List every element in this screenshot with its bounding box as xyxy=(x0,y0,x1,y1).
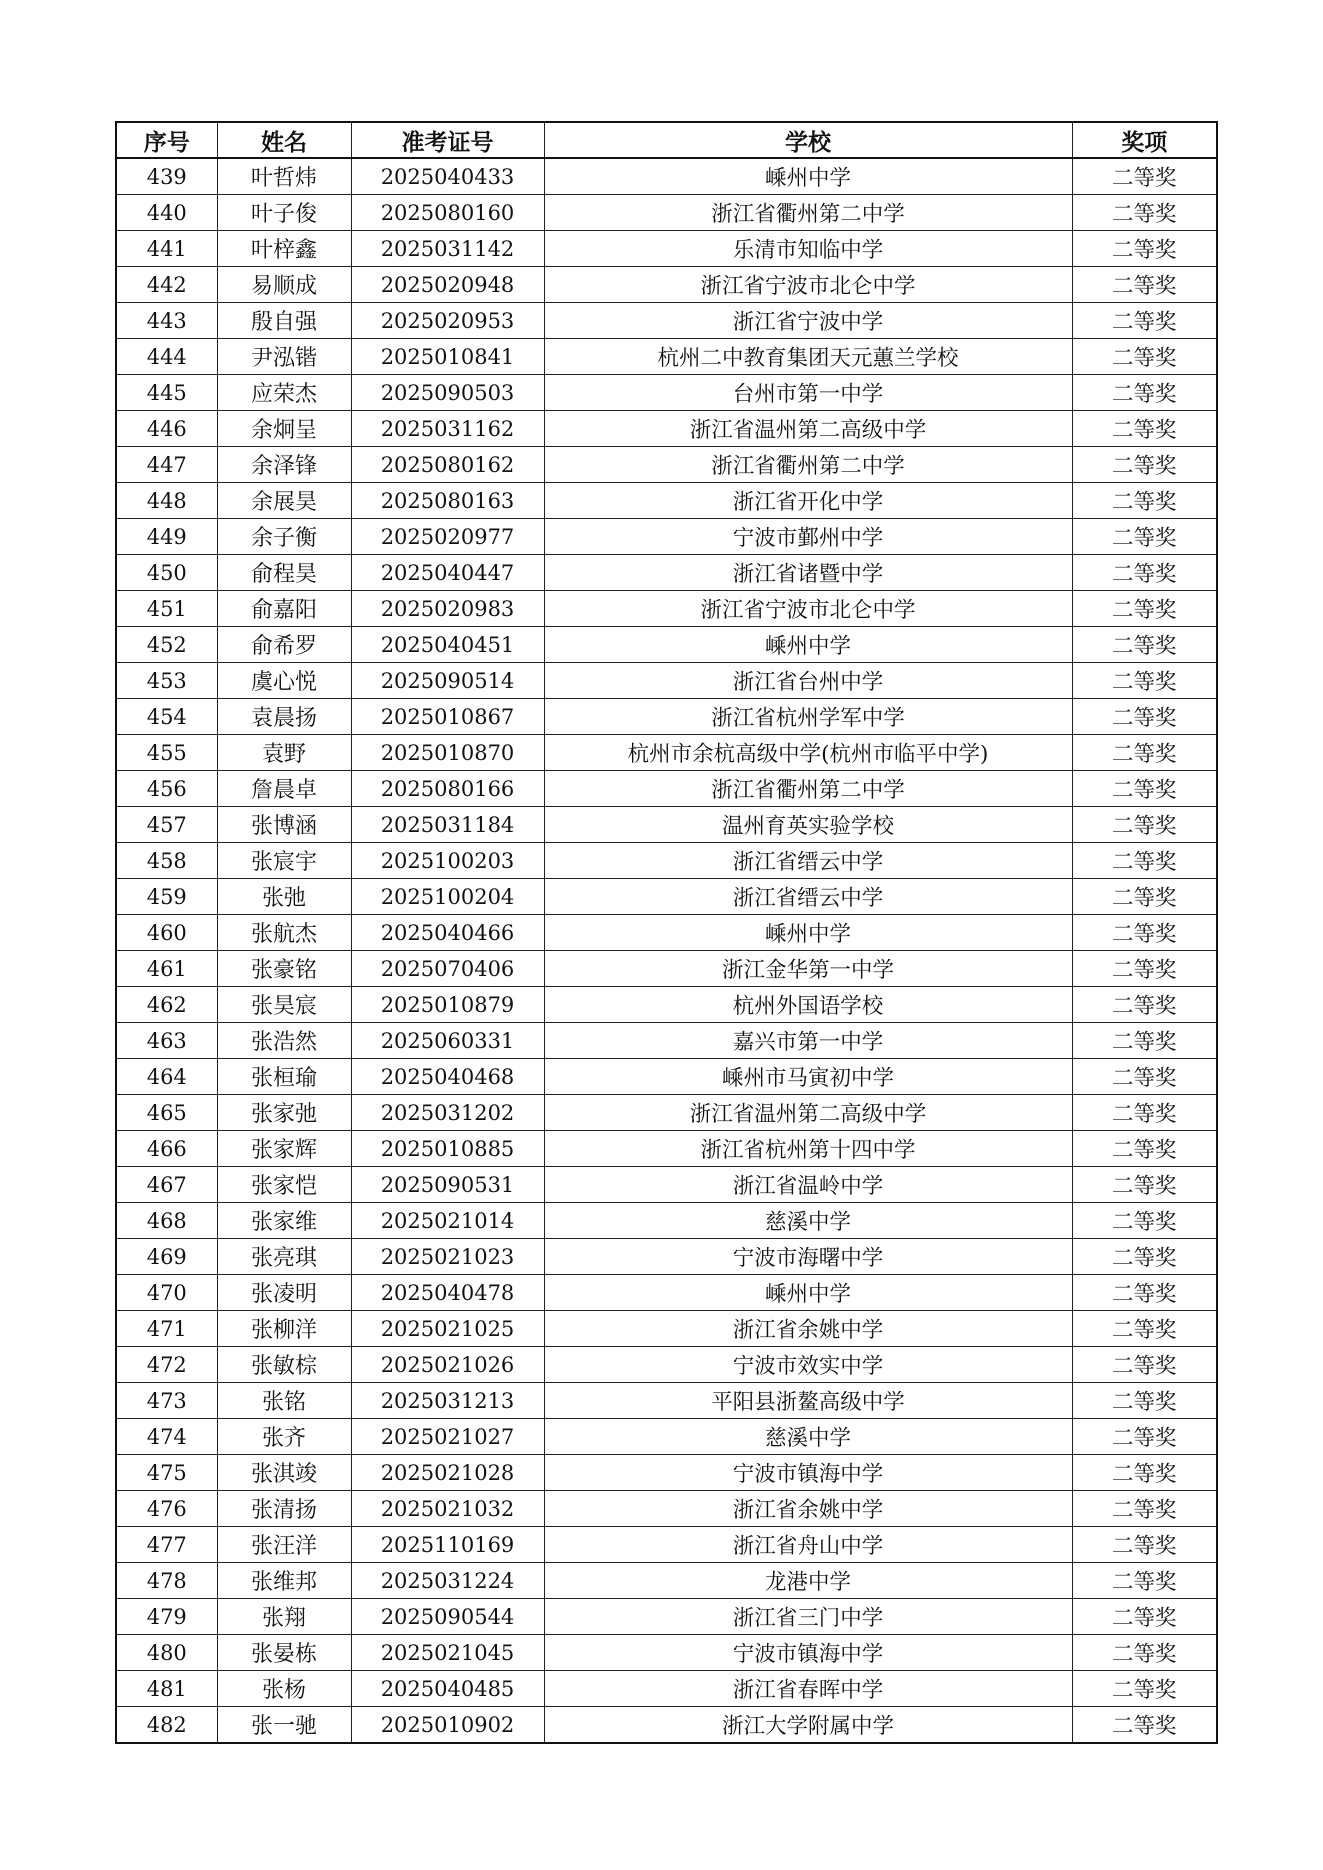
cell-school: 浙江金华第一中学 xyxy=(544,951,1072,987)
cell-name: 叶梓鑫 xyxy=(217,231,351,267)
table-row xyxy=(116,1383,1217,1419)
cell-school: 台州市第一中学 xyxy=(544,375,1072,411)
cell-award: 二等奖 xyxy=(1072,843,1217,879)
cell-school: 龙港中学 xyxy=(544,1563,1072,1599)
cell-name: 张亮琪 xyxy=(217,1239,351,1275)
cell-name: 张家恺 xyxy=(217,1167,351,1203)
cell-index: 476 xyxy=(116,1491,217,1527)
cell-award: 二等奖 xyxy=(1072,1131,1217,1167)
cell-award: 二等奖 xyxy=(1072,1203,1217,1239)
cell-index: 439 xyxy=(116,158,217,195)
cell-exam-id: 2025080162 xyxy=(351,447,544,483)
cell-exam-id: 2025090544 xyxy=(351,1599,544,1635)
cell-award: 二等奖 xyxy=(1072,771,1217,807)
cell-name: 张柳洋 xyxy=(217,1311,351,1347)
table-row xyxy=(116,591,1217,627)
cell-exam-id: 2025010867 xyxy=(351,699,544,735)
table-row xyxy=(116,1131,1217,1167)
cell-award: 二等奖 xyxy=(1072,1455,1217,1491)
table-row xyxy=(116,555,1217,591)
cell-school: 浙江省衢州第二中学 xyxy=(544,195,1072,231)
table-row xyxy=(116,843,1217,879)
table-row xyxy=(116,1671,1217,1707)
cell-school: 宁波市效实中学 xyxy=(544,1347,1072,1383)
cell-school: 宁波市镇海中学 xyxy=(544,1635,1072,1671)
cell-index: 458 xyxy=(116,843,217,879)
cell-name: 张家维 xyxy=(217,1203,351,1239)
table-row xyxy=(116,483,1217,519)
cell-award: 二等奖 xyxy=(1072,519,1217,555)
cell-index: 471 xyxy=(116,1311,217,1347)
table-row xyxy=(116,1419,1217,1455)
cell-award: 二等奖 xyxy=(1072,915,1217,951)
cell-name: 余泽锋 xyxy=(217,447,351,483)
cell-exam-id: 2025040451 xyxy=(351,627,544,663)
table-row xyxy=(116,519,1217,555)
cell-name: 张博涵 xyxy=(217,807,351,843)
cell-name: 詹晨卓 xyxy=(217,771,351,807)
cell-award: 二等奖 xyxy=(1072,1527,1217,1563)
cell-award: 二等奖 xyxy=(1072,735,1217,771)
cell-index: 457 xyxy=(116,807,217,843)
table-row xyxy=(116,267,1217,303)
cell-exam-id: 2025021014 xyxy=(351,1203,544,1239)
cell-index: 467 xyxy=(116,1167,217,1203)
table-row xyxy=(116,1239,1217,1275)
cell-name: 张齐 xyxy=(217,1419,351,1455)
cell-award: 二等奖 xyxy=(1072,1383,1217,1419)
cell-school: 乐清市知临中学 xyxy=(544,231,1072,267)
cell-exam-id: 2025010885 xyxy=(351,1131,544,1167)
cell-exam-id: 2025040478 xyxy=(351,1275,544,1311)
cell-index: 441 xyxy=(116,231,217,267)
cell-name: 俞嘉阳 xyxy=(217,591,351,627)
table-row xyxy=(116,447,1217,483)
cell-name: 余炯呈 xyxy=(217,411,351,447)
cell-school: 杭州市余杭高级中学(杭州市临平中学) xyxy=(544,735,1072,771)
cell-index: 440 xyxy=(116,195,217,231)
cell-index: 473 xyxy=(116,1383,217,1419)
cell-index: 478 xyxy=(116,1563,217,1599)
cell-award: 二等奖 xyxy=(1072,591,1217,627)
cell-index: 446 xyxy=(116,411,217,447)
cell-index: 445 xyxy=(116,375,217,411)
cell-exam-id: 2025060331 xyxy=(351,1023,544,1059)
cell-exam-id: 2025100204 xyxy=(351,879,544,915)
cell-exam-id: 2025040433 xyxy=(351,158,544,195)
cell-exam-id: 2025031213 xyxy=(351,1383,544,1419)
cell-name: 张翔 xyxy=(217,1599,351,1635)
cell-index: 452 xyxy=(116,627,217,663)
table-row xyxy=(116,879,1217,915)
cell-index: 470 xyxy=(116,1275,217,1311)
cell-school: 浙江省三门中学 xyxy=(544,1599,1072,1635)
cell-index: 460 xyxy=(116,915,217,951)
cell-school: 浙江省春晖中学 xyxy=(544,1671,1072,1707)
cell-award: 二等奖 xyxy=(1072,1599,1217,1635)
cell-school: 嵊州中学 xyxy=(544,915,1072,951)
cell-school: 浙江省温州第二高级中学 xyxy=(544,1095,1072,1131)
cell-school: 浙江省宁波中学 xyxy=(544,303,1072,339)
cell-name: 张家辉 xyxy=(217,1131,351,1167)
cell-school: 平阳县浙鳌高级中学 xyxy=(544,1383,1072,1419)
cell-award: 二等奖 xyxy=(1072,375,1217,411)
cell-name: 张豪铭 xyxy=(217,951,351,987)
cell-index: 468 xyxy=(116,1203,217,1239)
cell-school: 宁波市海曙中学 xyxy=(544,1239,1072,1275)
cell-award: 二等奖 xyxy=(1072,1419,1217,1455)
cell-school: 杭州二中教育集团天元蕙兰学校 xyxy=(544,339,1072,375)
cell-index: 465 xyxy=(116,1095,217,1131)
cell-exam-id: 2025020953 xyxy=(351,303,544,339)
cell-school: 温州育英实验学校 xyxy=(544,807,1072,843)
table-row xyxy=(116,807,1217,843)
cell-award: 二等奖 xyxy=(1072,483,1217,519)
cell-name: 张汪洋 xyxy=(217,1527,351,1563)
cell-school: 宁波市镇海中学 xyxy=(544,1455,1072,1491)
cell-exam-id: 2025031224 xyxy=(351,1563,544,1599)
cell-school: 宁波市鄞州中学 xyxy=(544,519,1072,555)
cell-index: 479 xyxy=(116,1599,217,1635)
cell-school: 浙江省衢州第二中学 xyxy=(544,447,1072,483)
cell-name: 俞希罗 xyxy=(217,627,351,663)
cell-name: 尹泓锴 xyxy=(217,339,351,375)
cell-exam-id: 2025031184 xyxy=(351,807,544,843)
cell-award: 二等奖 xyxy=(1072,663,1217,699)
table-row xyxy=(116,1095,1217,1131)
cell-name: 虞心悦 xyxy=(217,663,351,699)
cell-school: 嘉兴市第一中学 xyxy=(544,1023,1072,1059)
table-row xyxy=(116,1527,1217,1563)
cell-school: 浙江省余姚中学 xyxy=(544,1491,1072,1527)
cell-name: 袁野 xyxy=(217,735,351,771)
cell-exam-id: 2025021023 xyxy=(351,1239,544,1275)
cell-name: 张桓瑜 xyxy=(217,1059,351,1095)
table-row xyxy=(116,1563,1217,1599)
cell-exam-id: 2025021028 xyxy=(351,1455,544,1491)
cell-index: 454 xyxy=(116,699,217,735)
cell-name: 张宸宇 xyxy=(217,843,351,879)
cell-school: 浙江省诸暨中学 xyxy=(544,555,1072,591)
cell-exam-id: 2025010879 xyxy=(351,987,544,1023)
cell-name: 张清扬 xyxy=(217,1491,351,1527)
table-row xyxy=(116,627,1217,663)
cell-index: 464 xyxy=(116,1059,217,1095)
cell-index: 456 xyxy=(116,771,217,807)
cell-exam-id: 2025020977 xyxy=(351,519,544,555)
cell-award: 二等奖 xyxy=(1072,627,1217,663)
cell-school: 嵊州市马寅初中学 xyxy=(544,1059,1072,1095)
cell-school: 浙江省宁波市北仑中学 xyxy=(544,591,1072,627)
cell-name: 张杨 xyxy=(217,1671,351,1707)
results-sheet xyxy=(115,121,1218,1744)
cell-award: 二等奖 xyxy=(1072,195,1217,231)
table-row xyxy=(116,1311,1217,1347)
cell-exam-id: 2025021026 xyxy=(351,1347,544,1383)
cell-exam-id: 2025031162 xyxy=(351,411,544,447)
cell-exam-id: 2025021025 xyxy=(351,1311,544,1347)
table-row xyxy=(116,1059,1217,1095)
cell-school: 慈溪中学 xyxy=(544,1419,1072,1455)
table-row xyxy=(116,663,1217,699)
cell-name: 张航杰 xyxy=(217,915,351,951)
cell-name: 张维邦 xyxy=(217,1563,351,1599)
cell-index: 475 xyxy=(116,1455,217,1491)
table-row xyxy=(116,1635,1217,1671)
table-row xyxy=(116,1455,1217,1491)
cell-award: 二等奖 xyxy=(1072,158,1217,195)
cell-school: 浙江省舟山中学 xyxy=(544,1527,1072,1563)
cell-school: 浙江省衢州第二中学 xyxy=(544,771,1072,807)
table-row xyxy=(116,915,1217,951)
cell-school: 杭州外国语学校 xyxy=(544,987,1072,1023)
table-row xyxy=(116,1707,1217,1744)
cell-exam-id: 2025040485 xyxy=(351,1671,544,1707)
cell-exam-id: 2025080166 xyxy=(351,771,544,807)
cell-school: 嵊州中学 xyxy=(544,627,1072,663)
cell-award: 二等奖 xyxy=(1072,339,1217,375)
cell-exam-id: 2025040468 xyxy=(351,1059,544,1095)
cell-school: 浙江省宁波市北仑中学 xyxy=(544,267,1072,303)
cell-index: 463 xyxy=(116,1023,217,1059)
cell-school: 浙江省余姚中学 xyxy=(544,1311,1072,1347)
table-row xyxy=(116,987,1217,1023)
cell-index: 449 xyxy=(116,519,217,555)
table-row xyxy=(116,339,1217,375)
cell-index: 442 xyxy=(116,267,217,303)
cell-name: 余子衡 xyxy=(217,519,351,555)
cell-name: 俞程昊 xyxy=(217,555,351,591)
table-row xyxy=(116,951,1217,987)
cell-name: 应荣杰 xyxy=(217,375,351,411)
cell-exam-id: 2025110169 xyxy=(351,1527,544,1563)
cell-award: 二等奖 xyxy=(1072,1059,1217,1095)
cell-index: 450 xyxy=(116,555,217,591)
cell-index: 477 xyxy=(116,1527,217,1563)
cell-award: 二等奖 xyxy=(1072,1707,1217,1744)
header-index: 序号 xyxy=(116,122,217,158)
cell-award: 二等奖 xyxy=(1072,1095,1217,1131)
cell-index: 480 xyxy=(116,1635,217,1671)
cell-award: 二等奖 xyxy=(1072,1347,1217,1383)
cell-school: 浙江省杭州学军中学 xyxy=(544,699,1072,735)
cell-award: 二等奖 xyxy=(1072,1491,1217,1527)
cell-school: 嵊州中学 xyxy=(544,158,1072,195)
table-row xyxy=(116,699,1217,735)
cell-award: 二等奖 xyxy=(1072,987,1217,1023)
cell-index: 461 xyxy=(116,951,217,987)
header-row xyxy=(116,122,1217,158)
cell-exam-id: 2025010841 xyxy=(351,339,544,375)
cell-school: 浙江省台州中学 xyxy=(544,663,1072,699)
cell-name: 张昊宸 xyxy=(217,987,351,1023)
cell-index: 481 xyxy=(116,1671,217,1707)
cell-exam-id: 2025040447 xyxy=(351,555,544,591)
cell-exam-id: 2025031202 xyxy=(351,1095,544,1131)
cell-name: 张晏栋 xyxy=(217,1635,351,1671)
cell-exam-id: 2025020983 xyxy=(351,591,544,627)
header-school: 学校 xyxy=(544,122,1072,158)
cell-school: 浙江省开化中学 xyxy=(544,483,1072,519)
table-row xyxy=(116,158,1217,195)
cell-name: 张敏棕 xyxy=(217,1347,351,1383)
cell-exam-id: 2025100203 xyxy=(351,843,544,879)
cell-award: 二等奖 xyxy=(1072,1311,1217,1347)
table-row xyxy=(116,1491,1217,1527)
cell-award: 二等奖 xyxy=(1072,879,1217,915)
cell-index: 472 xyxy=(116,1347,217,1383)
cell-school: 浙江省缙云中学 xyxy=(544,843,1072,879)
award-table xyxy=(115,121,1218,1744)
cell-index: 482 xyxy=(116,1707,217,1744)
table-row xyxy=(116,735,1217,771)
cell-name: 叶哲炜 xyxy=(217,158,351,195)
cell-award: 二等奖 xyxy=(1072,1671,1217,1707)
cell-exam-id: 2025021032 xyxy=(351,1491,544,1527)
cell-name: 张弛 xyxy=(217,879,351,915)
cell-name: 张铭 xyxy=(217,1383,351,1419)
cell-exam-id: 2025010902 xyxy=(351,1707,544,1744)
cell-index: 474 xyxy=(116,1419,217,1455)
table-row xyxy=(116,1167,1217,1203)
cell-award: 二等奖 xyxy=(1072,1023,1217,1059)
cell-award: 二等奖 xyxy=(1072,555,1217,591)
cell-exam-id: 2025080163 xyxy=(351,483,544,519)
cell-index: 462 xyxy=(116,987,217,1023)
cell-exam-id: 2025021027 xyxy=(351,1419,544,1455)
table-row xyxy=(116,1275,1217,1311)
table-row xyxy=(116,1023,1217,1059)
cell-award: 二等奖 xyxy=(1072,1167,1217,1203)
cell-index: 455 xyxy=(116,735,217,771)
cell-name: 袁晨扬 xyxy=(217,699,351,735)
cell-exam-id: 2025090531 xyxy=(351,1167,544,1203)
cell-exam-id: 2025031142 xyxy=(351,231,544,267)
cell-index: 453 xyxy=(116,663,217,699)
cell-school: 浙江大学附属中学 xyxy=(544,1707,1072,1744)
cell-index: 451 xyxy=(116,591,217,627)
cell-index: 466 xyxy=(116,1131,217,1167)
header-exam-id: 准考证号 xyxy=(351,122,544,158)
cell-award: 二等奖 xyxy=(1072,267,1217,303)
table-row xyxy=(116,771,1217,807)
cell-index: 448 xyxy=(116,483,217,519)
table-row xyxy=(116,411,1217,447)
cell-name: 易顺成 xyxy=(217,267,351,303)
cell-award: 二等奖 xyxy=(1072,807,1217,843)
table-row xyxy=(116,1599,1217,1635)
cell-award: 二等奖 xyxy=(1072,231,1217,267)
cell-exam-id: 2025070406 xyxy=(351,951,544,987)
cell-award: 二等奖 xyxy=(1072,1239,1217,1275)
cell-school: 浙江省缙云中学 xyxy=(544,879,1072,915)
cell-name: 张浩然 xyxy=(217,1023,351,1059)
cell-name: 殷自强 xyxy=(217,303,351,339)
cell-school: 浙江省杭州第十四中学 xyxy=(544,1131,1072,1167)
cell-exam-id: 2025010870 xyxy=(351,735,544,771)
cell-index: 469 xyxy=(116,1239,217,1275)
cell-exam-id: 2025040466 xyxy=(351,915,544,951)
cell-index: 459 xyxy=(116,879,217,915)
cell-school: 慈溪中学 xyxy=(544,1203,1072,1239)
cell-name: 张淇竣 xyxy=(217,1455,351,1491)
cell-exam-id: 2025020948 xyxy=(351,267,544,303)
table-row xyxy=(116,231,1217,267)
cell-award: 二等奖 xyxy=(1072,303,1217,339)
table-row xyxy=(116,1203,1217,1239)
cell-name: 余展昊 xyxy=(217,483,351,519)
cell-index: 444 xyxy=(116,339,217,375)
cell-name: 张凌明 xyxy=(217,1275,351,1311)
cell-exam-id: 2025090503 xyxy=(351,375,544,411)
table-row xyxy=(116,375,1217,411)
header-name: 姓名 xyxy=(217,122,351,158)
cell-award: 二等奖 xyxy=(1072,411,1217,447)
cell-index: 447 xyxy=(116,447,217,483)
header-award: 奖项 xyxy=(1072,122,1217,158)
cell-award: 二等奖 xyxy=(1072,699,1217,735)
cell-school: 浙江省温岭中学 xyxy=(544,1167,1072,1203)
cell-award: 二等奖 xyxy=(1072,1275,1217,1311)
cell-school: 嵊州中学 xyxy=(544,1275,1072,1311)
cell-award: 二等奖 xyxy=(1072,1563,1217,1599)
cell-name: 张家弛 xyxy=(217,1095,351,1131)
cell-index: 443 xyxy=(116,303,217,339)
table-row xyxy=(116,195,1217,231)
table-row xyxy=(116,1347,1217,1383)
cell-school: 浙江省温州第二高级中学 xyxy=(544,411,1072,447)
cell-award: 二等奖 xyxy=(1072,447,1217,483)
cell-award: 二等奖 xyxy=(1072,951,1217,987)
cell-exam-id: 2025021045 xyxy=(351,1635,544,1671)
cell-name: 叶子俊 xyxy=(217,195,351,231)
cell-exam-id: 2025090514 xyxy=(351,663,544,699)
table-row xyxy=(116,303,1217,339)
cell-name: 张一驰 xyxy=(217,1707,351,1744)
cell-exam-id: 2025080160 xyxy=(351,195,544,231)
cell-award: 二等奖 xyxy=(1072,1635,1217,1671)
